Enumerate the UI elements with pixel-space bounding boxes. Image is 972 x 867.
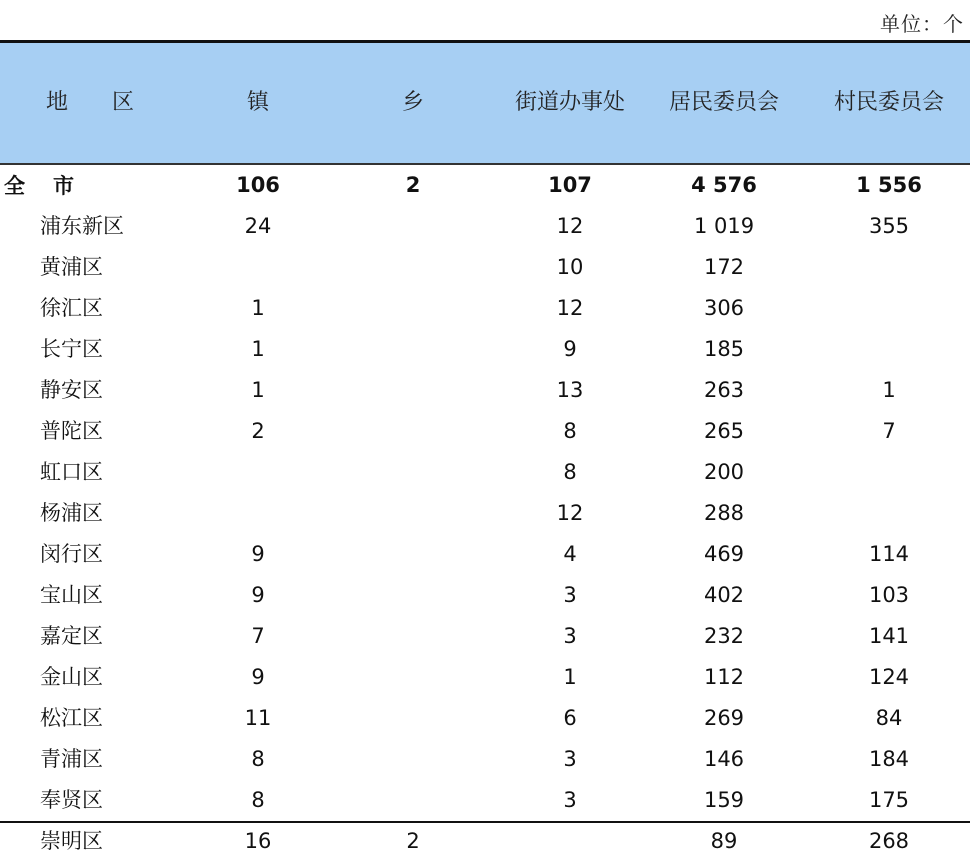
cell-xiang: [326, 575, 500, 616]
header-zhen: 镇: [246, 90, 269, 115]
total-jiedao: 107: [548, 173, 592, 197]
cell-jumin: 185: [703, 337, 745, 361]
cell-cunmin: [808, 493, 970, 534]
table-header: [0, 43, 970, 165]
cell-jiedao: 3: [563, 747, 577, 771]
cell-zhen: 1: [251, 378, 265, 402]
cell-zhen: [190, 493, 326, 534]
total-cunmin: 1 556: [856, 173, 922, 197]
cell-xiang: [326, 329, 500, 370]
cell-zhen: 9: [251, 583, 265, 607]
cell-cunmin: [808, 247, 970, 288]
cell-cunmin: 268: [868, 829, 910, 853]
cell-cunmin: 103: [868, 583, 910, 607]
cell-xiang: [326, 452, 500, 493]
cell-jiedao: 8: [563, 419, 577, 443]
cell-xiang: [326, 206, 500, 247]
cell-jiedao: 12: [556, 296, 584, 320]
cell-zhen: 9: [251, 542, 265, 566]
cell-jumin: 172: [703, 255, 745, 279]
cell-zhen: 11: [244, 706, 272, 730]
cell-cunmin: 184: [868, 747, 910, 771]
table-row: [0, 657, 970, 698]
cell-cunmin: 1: [882, 378, 896, 402]
total-jumin: 4 576: [691, 173, 757, 197]
cell-jumin: 146: [703, 747, 745, 771]
district-name: 浦东新区: [40, 214, 124, 238]
district-name: 宝山区: [40, 583, 103, 607]
cell-jiedao: 6: [563, 706, 577, 730]
cell-jumin: 232: [703, 624, 745, 648]
cell-jiedao: 3: [563, 624, 577, 648]
cell-xiang: [326, 657, 500, 698]
cell-xiang: [326, 739, 500, 780]
cell-cunmin: 7: [882, 419, 896, 443]
cell-jumin: 89: [710, 829, 738, 853]
cell-cunmin: [808, 329, 970, 370]
cell-zhen: 7: [251, 624, 265, 648]
cell-xiang: [326, 411, 500, 452]
table-bottom-rule: [0, 821, 970, 823]
cell-zhen: [190, 247, 326, 288]
table-row: [0, 411, 970, 452]
cell-jumin: 469: [703, 542, 745, 566]
cell-cunmin: 175: [868, 788, 910, 812]
district-name: 徐汇区: [40, 296, 103, 320]
table-row: [0, 616, 970, 657]
district-name: 长宁区: [40, 337, 103, 361]
header-cunmin: 村民委员会: [833, 90, 944, 115]
district-name: 崇明区: [40, 829, 103, 853]
district-name: 奉贤区: [40, 788, 103, 812]
table-row: [0, 534, 970, 575]
district-name: 黄浦区: [40, 255, 103, 279]
header-xiang: 乡: [401, 90, 424, 115]
table-row: [0, 575, 970, 616]
cell-zhen: 1: [251, 337, 265, 361]
district-name: 静安区: [40, 378, 103, 402]
cell-jumin: 265: [703, 419, 745, 443]
cell-jiedao: 13: [556, 378, 584, 402]
cell-jiedao: 12: [556, 214, 584, 238]
cell-xiang: [326, 493, 500, 534]
cell-zhen: 9: [251, 665, 265, 689]
cell-jiedao: 3: [563, 583, 577, 607]
cell-xiang: [326, 698, 500, 739]
unit-label: 单位：个: [880, 12, 964, 36]
table-row: [0, 206, 970, 247]
table-row: [0, 739, 970, 780]
district-name: 嘉定区: [40, 624, 103, 648]
admin-division-table: [0, 40, 970, 862]
cell-jumin: 269: [703, 706, 745, 730]
cell-jiedao: 12: [556, 501, 584, 525]
cell-jumin: 159: [703, 788, 745, 812]
district-name: 金山区: [40, 665, 103, 689]
table-row: [0, 370, 970, 411]
total-name: 全市: [4, 173, 102, 198]
district-name: 普陀区: [40, 419, 103, 443]
cell-zhen: [190, 452, 326, 493]
cell-jiedao: 10: [556, 255, 584, 279]
header-jumin: 居民委员会: [668, 90, 779, 115]
district-name: 杨浦区: [40, 501, 103, 525]
cell-jiedao: 8: [563, 460, 577, 484]
cell-jiedao: 9: [563, 337, 577, 361]
total-zhen: 106: [236, 173, 280, 197]
cell-jumin: 1 019: [693, 214, 755, 238]
cell-xiang: [326, 370, 500, 411]
cell-xiang: [326, 288, 500, 329]
cell-xiang: 2: [406, 829, 420, 853]
cell-zhen: 8: [251, 788, 265, 812]
district-name: 松江区: [40, 706, 103, 730]
total-xiang: 2: [405, 173, 421, 197]
table-row: [0, 329, 970, 370]
table-row: [0, 493, 970, 534]
cell-zhen: 16: [244, 829, 272, 853]
cell-cunmin: 84: [875, 706, 903, 730]
cell-zhen: 24: [244, 214, 272, 238]
cell-zhen: 1: [251, 296, 265, 320]
table-row: [0, 780, 970, 821]
header-region: 地 区: [45, 90, 134, 115]
cell-xiang: [326, 534, 500, 575]
cell-cunmin: [808, 288, 970, 329]
cell-jumin: 288: [703, 501, 745, 525]
cell-cunmin: [808, 452, 970, 493]
cell-jumin: 402: [703, 583, 745, 607]
cell-xiang: [326, 247, 500, 288]
cell-jiedao: [500, 821, 640, 862]
table-row: [0, 452, 970, 493]
cell-zhen: 8: [251, 747, 265, 771]
table-row: [0, 821, 970, 862]
cell-zhen: 2: [251, 419, 265, 443]
table-row: [0, 698, 970, 739]
cell-cunmin: 124: [868, 665, 910, 689]
district-name: 闵行区: [40, 542, 103, 566]
cell-cunmin: 141: [868, 624, 910, 648]
cell-xiang: [326, 616, 500, 657]
cell-jumin: 306: [703, 296, 745, 320]
cell-jumin: 112: [703, 665, 745, 689]
cell-cunmin: 114: [868, 542, 910, 566]
table-row: [0, 288, 970, 329]
cell-jumin: 200: [703, 460, 745, 484]
table-row: [0, 247, 970, 288]
cell-jiedao: 4: [563, 542, 577, 566]
cell-jiedao: 1: [563, 665, 577, 689]
header-jiedao: 街道办事处: [514, 90, 625, 115]
table-body: [0, 206, 970, 862]
cell-jiedao: 3: [563, 788, 577, 812]
total-row: [0, 165, 970, 206]
district-name: 青浦区: [40, 747, 103, 771]
district-name: 虹口区: [40, 460, 103, 484]
cell-jumin: 263: [703, 378, 745, 402]
cell-cunmin: 355: [868, 214, 910, 238]
cell-xiang: [326, 780, 500, 821]
